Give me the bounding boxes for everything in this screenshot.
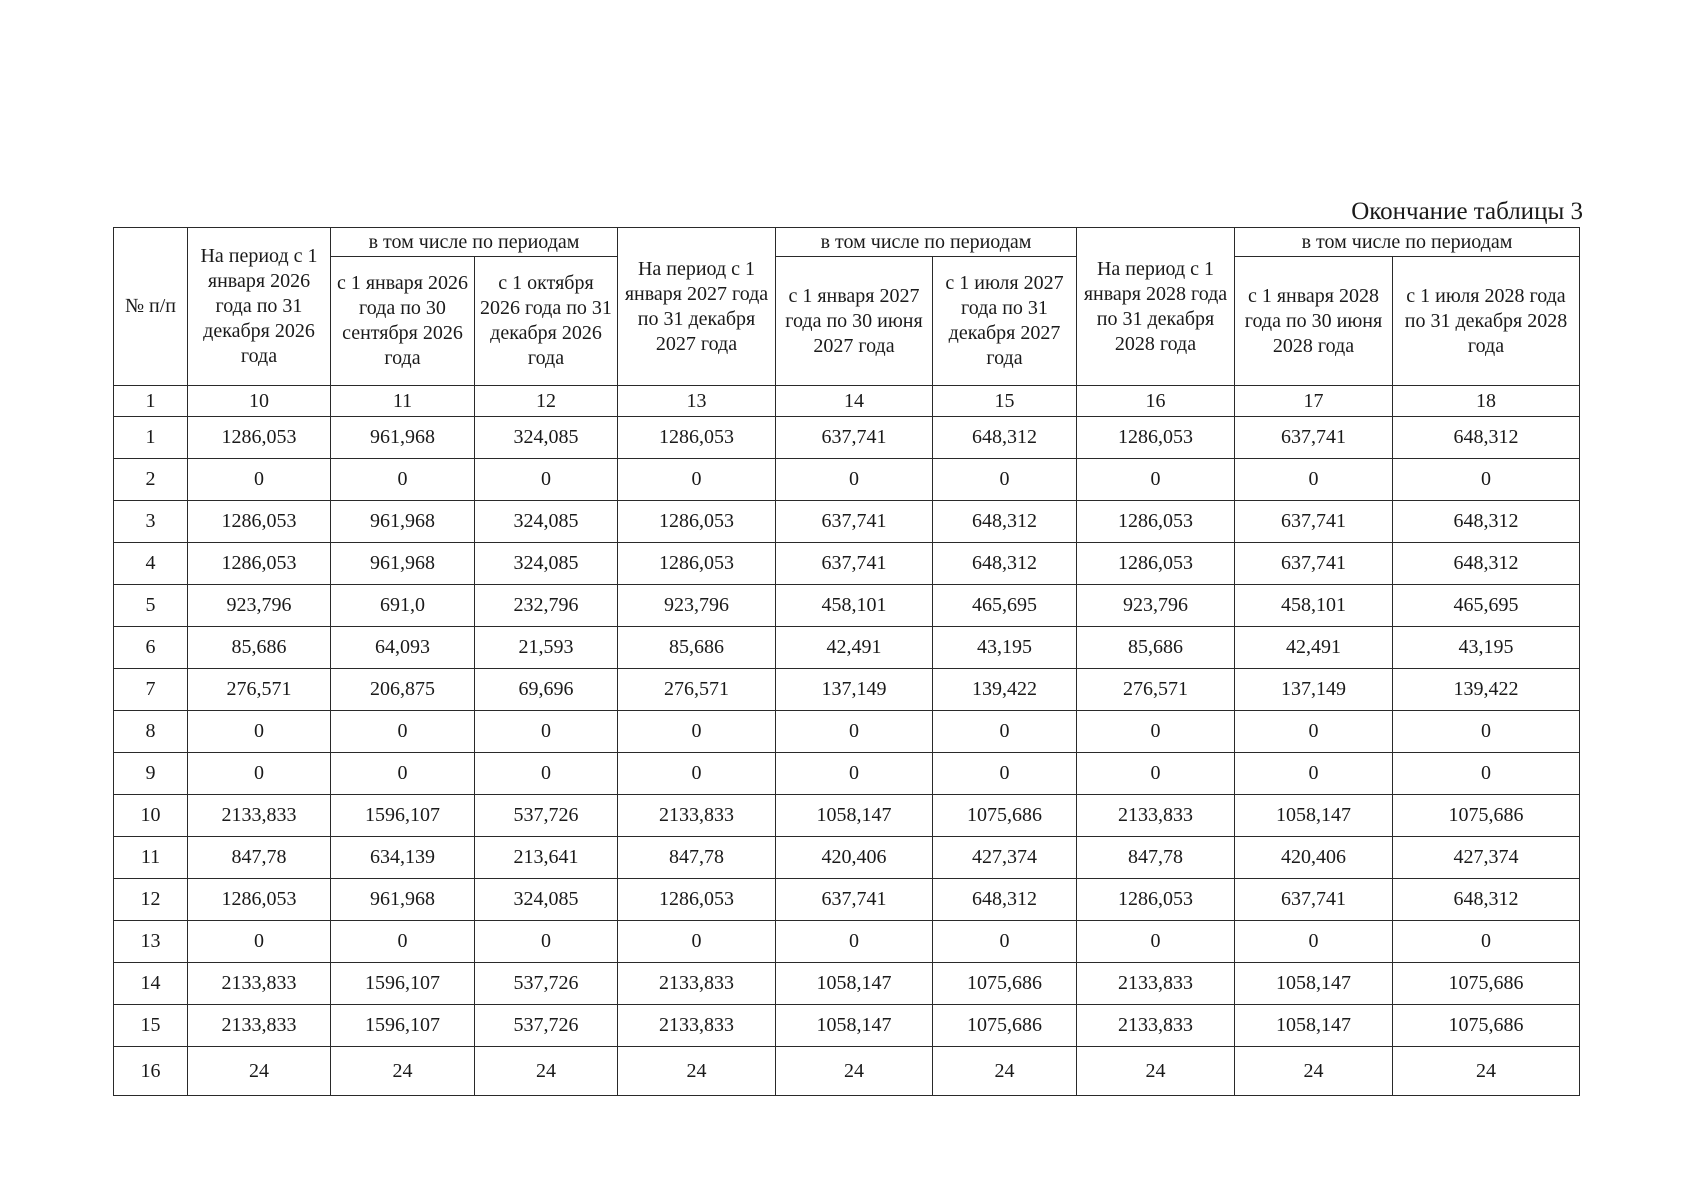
table-caption: Окончание таблицы 3: [1351, 198, 1583, 225]
table-cell: 0: [1393, 921, 1580, 963]
table-cell: 232,796: [475, 585, 618, 627]
header-incl-2028: в том числе по периодам: [1235, 228, 1580, 257]
table-cell: 0: [331, 459, 475, 501]
column-number-row: [114, 386, 1580, 417]
table-cell: 137,149: [1235, 669, 1393, 711]
table-cell: 1058,147: [776, 963, 933, 1005]
table-cell: 847,78: [618, 837, 776, 879]
table-cell: 42,491: [776, 627, 933, 669]
table-row: [114, 459, 1580, 501]
table-cell: 0: [1393, 753, 1580, 795]
table-cell: 0: [1235, 711, 1393, 753]
header-period-2026: На период с 1 января 2026 года по 31 декабря 2026 года: [188, 228, 331, 386]
column-number: 16: [1077, 386, 1235, 417]
table-cell: 1286,053: [618, 879, 776, 921]
table-row: [114, 1005, 1580, 1047]
table-cell: 961,968: [331, 879, 475, 921]
table-cell: 0: [618, 459, 776, 501]
column-number: 12: [475, 386, 618, 417]
table-cell: 458,101: [1235, 585, 1393, 627]
header-col-17: с 1 января 2028 года по 30 июня 2028 года: [1235, 257, 1393, 386]
table-cell: 847,78: [188, 837, 331, 879]
table-cell: 648,312: [933, 879, 1077, 921]
table-cell: 1286,053: [1077, 501, 1235, 543]
header-num: № п/п: [114, 228, 188, 386]
row-number-cell: 15: [114, 1005, 188, 1047]
table-cell: 2133,833: [1077, 795, 1235, 837]
table-cell: 43,195: [933, 627, 1077, 669]
table-cell: 2133,833: [618, 1005, 776, 1047]
table-cell: 206,875: [331, 669, 475, 711]
table-cell: 537,726: [475, 963, 618, 1005]
table-cell: 324,085: [475, 879, 618, 921]
table-cell: 0: [776, 711, 933, 753]
table-cell: 1286,053: [618, 501, 776, 543]
header-col-11: с 1 января 2026 года по 30 сентября 2026 года: [331, 257, 475, 386]
table-cell: 0: [1077, 921, 1235, 963]
header-incl-2027: в том числе по периодам: [776, 228, 1077, 257]
header-row-top: [114, 228, 1580, 257]
table-cell: 24: [933, 1047, 1077, 1096]
table-cell: 2133,833: [188, 1005, 331, 1047]
table-cell: 537,726: [475, 1005, 618, 1047]
table-cell: 637,741: [1235, 501, 1393, 543]
table-cell: 0: [933, 753, 1077, 795]
table-cell: 648,312: [1393, 879, 1580, 921]
row-number-cell: 7: [114, 669, 188, 711]
table-cell: 276,571: [618, 669, 776, 711]
table-cell: 637,741: [1235, 417, 1393, 459]
table-cell: 2133,833: [188, 963, 331, 1005]
header-col-14: с 1 января 2027 года по 30 июня 2027 года: [776, 257, 933, 386]
table-row: [114, 1047, 1580, 1096]
table-cell: 1058,147: [1235, 795, 1393, 837]
table-cell: 324,085: [475, 501, 618, 543]
table-cell: 1596,107: [331, 963, 475, 1005]
header-col-15: с 1 июля 2027 года по 31 декабря 2027 года: [933, 257, 1077, 386]
table-cell: 276,571: [188, 669, 331, 711]
table-cell: 42,491: [1235, 627, 1393, 669]
table-cell: 648,312: [933, 501, 1077, 543]
table-cell: 0: [776, 753, 933, 795]
table-cell: 1596,107: [331, 1005, 475, 1047]
table-cell: 1286,053: [188, 501, 331, 543]
row-number-cell: 9: [114, 753, 188, 795]
table-row: [114, 879, 1580, 921]
row-number-cell: 1: [114, 417, 188, 459]
table-cell: 0: [188, 711, 331, 753]
table-cell: 0: [933, 711, 1077, 753]
table-cell: 1075,686: [1393, 963, 1580, 1005]
table-cell: 961,968: [331, 501, 475, 543]
table-cell: 0: [1235, 921, 1393, 963]
table-cell: 637,741: [776, 543, 933, 585]
table-cell: 1596,107: [331, 795, 475, 837]
column-number: 13: [618, 386, 776, 417]
table-cell: 0: [1235, 459, 1393, 501]
table-cell: 420,406: [776, 837, 933, 879]
table-cell: 1058,147: [1235, 1005, 1393, 1047]
table-cell: 0: [331, 711, 475, 753]
table-cell: 1286,053: [618, 417, 776, 459]
table-cell: 0: [188, 921, 331, 963]
table-row: [114, 711, 1580, 753]
table-cell: 324,085: [475, 417, 618, 459]
table-cell: 24: [475, 1047, 618, 1096]
row-number-cell: 12: [114, 879, 188, 921]
table-row: [114, 417, 1580, 459]
row-number-cell: 10: [114, 795, 188, 837]
row-number-cell: 6: [114, 627, 188, 669]
table-row: [114, 753, 1580, 795]
table-cell: 458,101: [776, 585, 933, 627]
row-number-cell: 2: [114, 459, 188, 501]
column-number: 14: [776, 386, 933, 417]
header-col-18: с 1 июля 2028 года по 31 декабря 2028 года: [1393, 257, 1580, 386]
table-cell: 85,686: [188, 627, 331, 669]
row-number-cell: 14: [114, 963, 188, 1005]
table-cell: 24: [331, 1047, 475, 1096]
table-cell: 0: [1393, 459, 1580, 501]
table-cell: 0: [1235, 753, 1393, 795]
table-row: [114, 669, 1580, 711]
table-cell: 24: [1077, 1047, 1235, 1096]
table-cell: 0: [331, 921, 475, 963]
table-cell: 0: [475, 921, 618, 963]
table-cell: 1075,686: [1393, 1005, 1580, 1047]
row-number-cell: 13: [114, 921, 188, 963]
table-cell: 1286,053: [188, 417, 331, 459]
table-cell: 1286,053: [1077, 417, 1235, 459]
row-number-cell: 4: [114, 543, 188, 585]
table-cell: 637,741: [776, 879, 933, 921]
column-number: 17: [1235, 386, 1393, 417]
table-cell: 637,741: [1235, 543, 1393, 585]
table-cell: 0: [618, 711, 776, 753]
table-row: [114, 795, 1580, 837]
row-number-cell: 8: [114, 711, 188, 753]
table-cell: 0: [933, 921, 1077, 963]
table-cell: 69,696: [475, 669, 618, 711]
table-cell: 1075,686: [933, 963, 1077, 1005]
table-cell: 213,641: [475, 837, 618, 879]
table-row: [114, 543, 1580, 585]
table-cell: 961,968: [331, 543, 475, 585]
table-cell: 0: [933, 459, 1077, 501]
table-cell: 2133,833: [188, 795, 331, 837]
table-cell: 637,741: [1235, 879, 1393, 921]
table-cell: 2133,833: [1077, 1005, 1235, 1047]
table-cell: 0: [1393, 711, 1580, 753]
table-cell: 0: [1077, 711, 1235, 753]
table-cell: 537,726: [475, 795, 618, 837]
column-number: 11: [331, 386, 475, 417]
table-cell: 24: [1393, 1047, 1580, 1096]
table-row: [114, 921, 1580, 963]
table-cell: 85,686: [618, 627, 776, 669]
table-row: [114, 963, 1580, 1005]
table-cell: 2133,833: [1077, 963, 1235, 1005]
table-cell: 0: [475, 753, 618, 795]
row-number-cell: 3: [114, 501, 188, 543]
table-cell: 634,139: [331, 837, 475, 879]
column-number: 15: [933, 386, 1077, 417]
table-cell: 64,093: [331, 627, 475, 669]
table-cell: 85,686: [1077, 627, 1235, 669]
table-cell: 137,149: [776, 669, 933, 711]
table-cell: 427,374: [933, 837, 1077, 879]
table-cell: 648,312: [1393, 501, 1580, 543]
table-cell: 0: [188, 459, 331, 501]
table-cell: 427,374: [1393, 837, 1580, 879]
table-cell: 1075,686: [933, 1005, 1077, 1047]
table-cell: 465,695: [1393, 585, 1580, 627]
column-number: 10: [188, 386, 331, 417]
table-cell: 0: [776, 921, 933, 963]
table-cell: 0: [776, 459, 933, 501]
table-cell: 2133,833: [618, 963, 776, 1005]
table-cell: 0: [475, 459, 618, 501]
table-cell: 139,422: [1393, 669, 1580, 711]
table-cell: 1286,053: [188, 543, 331, 585]
table-row: [114, 837, 1580, 879]
table-cell: 847,78: [1077, 837, 1235, 879]
table-cell: 43,195: [1393, 627, 1580, 669]
table-cell: 2133,833: [618, 795, 776, 837]
table-cell: 648,312: [933, 543, 1077, 585]
table-cell: 648,312: [933, 417, 1077, 459]
row-number-cell: 16: [114, 1047, 188, 1096]
table-cell: 0: [188, 753, 331, 795]
table-cell: 0: [1077, 753, 1235, 795]
table-cell: 276,571: [1077, 669, 1235, 711]
header-period-2027: На период с 1 января 2027 года по 31 декабря 2027 года: [618, 228, 776, 386]
table-cell: 1286,053: [1077, 543, 1235, 585]
table-cell: 1286,053: [1077, 879, 1235, 921]
table-cell: 1058,147: [776, 1005, 933, 1047]
table-cell: 0: [475, 711, 618, 753]
table-cell: 24: [188, 1047, 331, 1096]
table-cell: 0: [618, 753, 776, 795]
column-number: 1: [114, 386, 188, 417]
table-cell: 324,085: [475, 543, 618, 585]
table-cell: 24: [1235, 1047, 1393, 1096]
table-cell: 1058,147: [776, 795, 933, 837]
table-cell: 0: [331, 753, 475, 795]
table-cell: 24: [776, 1047, 933, 1096]
table-cell: 1286,053: [188, 879, 331, 921]
table-cell: 961,968: [331, 417, 475, 459]
table-cell: 637,741: [776, 417, 933, 459]
column-number: 18: [1393, 386, 1580, 417]
data-table: [113, 227, 1580, 1096]
table-cell: 637,741: [776, 501, 933, 543]
header-row-bottom: [114, 257, 1580, 386]
table-cell: 21,593: [475, 627, 618, 669]
header-col-12: с 1 октября 2026 года по 31 декабря 2026 года: [475, 257, 618, 386]
header-period-2028: На период с 1 января 2028 года по 31 декабря 2028 года: [1077, 228, 1235, 386]
table-cell: 1286,053: [618, 543, 776, 585]
table-cell: 1058,147: [1235, 963, 1393, 1005]
table-row: [114, 585, 1580, 627]
table-cell: 420,406: [1235, 837, 1393, 879]
table-cell: 24: [618, 1047, 776, 1096]
table-cell: 1075,686: [1393, 795, 1580, 837]
table-cell: 648,312: [1393, 543, 1580, 585]
table-cell: 465,695: [933, 585, 1077, 627]
table-cell: 691,0: [331, 585, 475, 627]
table-cell: 1075,686: [933, 795, 1077, 837]
header-incl-2026: в том числе по периодам: [331, 228, 618, 257]
table-cell: 923,796: [1077, 585, 1235, 627]
table-row: [114, 501, 1580, 543]
table-cell: 648,312: [1393, 417, 1580, 459]
table-cell: 923,796: [188, 585, 331, 627]
table-row: [114, 627, 1580, 669]
table-cell: 0: [1077, 459, 1235, 501]
table-cell: 923,796: [618, 585, 776, 627]
table-cell: 139,422: [933, 669, 1077, 711]
row-number-cell: 5: [114, 585, 188, 627]
row-number-cell: 11: [114, 837, 188, 879]
table-cell: 0: [618, 921, 776, 963]
